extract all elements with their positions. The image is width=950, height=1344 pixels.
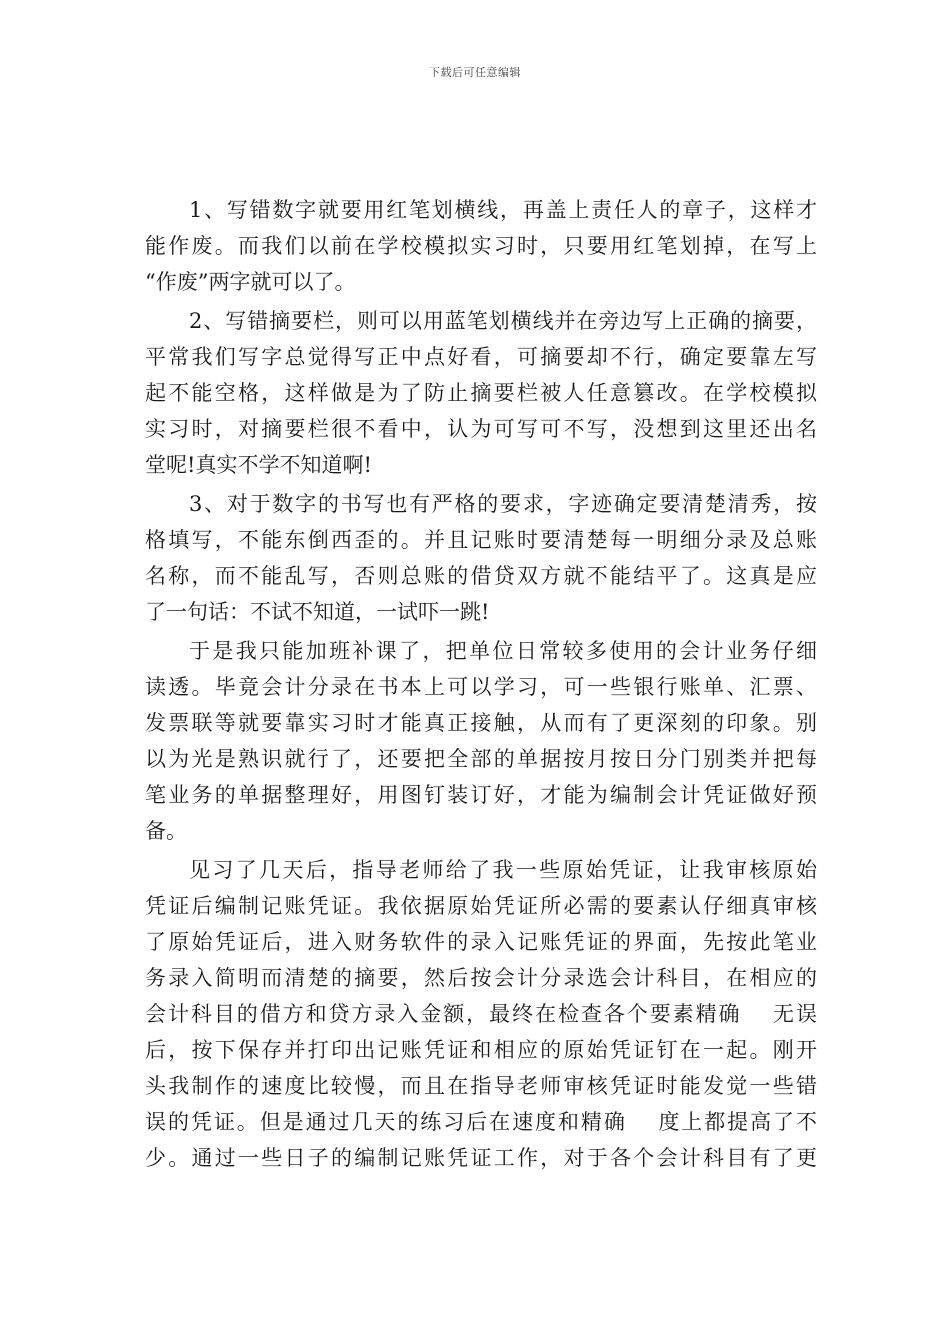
text-line: 2、写错摘要栏，则可以用蓝笔划横线并在旁边写上正确的摘要，	[189, 309, 817, 333]
text-line: 堂呢!真实不学不知道啊!	[145, 453, 372, 477]
text-line: 头我制作的速度比较慢，而且在指导老师审核凭证时能发觉一些错	[145, 1074, 817, 1098]
paragraph-3	[145, 486, 817, 630]
text-line: 少。通过一些日子的编制记账凭证工作，对于各个会计科目有了更	[145, 1146, 817, 1170]
document-body	[145, 192, 817, 1176]
paragraph-4	[145, 633, 817, 849]
text-line: 笔业务的单据整理好，用图钉装订好，才能为编制会计凭证做好预	[145, 783, 817, 807]
paragraph-1	[145, 192, 817, 300]
text-line: 格填写，不能东倒西歪的。并且记账时要清楚每一明细分录及总账	[145, 528, 817, 552]
text-line: 会计科目的借方和贷方录入金额，最终在检查各个要素精确 无误	[145, 1002, 817, 1026]
text-line: 1、写错数字就要用红笔划横线，再盖上责任人的章子，这样才	[189, 198, 817, 222]
text-line: 凭证后编制记账凭证。我依据原始凭证所必需的要素认仔细真审核	[145, 894, 817, 918]
text-line: 了原始凭证后，进入财务软件的录入记账凭证的界面，先按此笔业	[145, 930, 817, 954]
paragraph-5	[145, 852, 817, 1176]
text-line: 3、对于数字的书写也有严格的要求，字迹确定要清楚清秀，按	[189, 492, 817, 516]
text-line: 起不能空格，这样做是为了防止摘要栏被人任意篡改。在学校模拟	[145, 381, 817, 405]
text-line: “作废”两字就可以了。	[145, 270, 356, 294]
text-line: 了一句话：不试不知道，一试吓一跳!	[145, 600, 490, 624]
page-header: 下载后可任意编辑	[429, 66, 521, 79]
text-line: 能作废。而我们以前在学校模拟实习时，只要用红笔划掉，在写上	[145, 234, 817, 258]
text-line: 以为光是熟识就行了，还要把全部的单据按月按日分门别类并把每	[145, 747, 817, 771]
text-line: 平常我们写字总觉得写正中点好看，可摘要却不行，确定要靠左写	[145, 345, 817, 369]
text-line: 务录入简明而清楚的摘要，然后按会计分录选会计科目，在相应的	[145, 966, 817, 990]
text-line: 后，按下保存并打印出记账凭证和相应的原始凭证钉在一起。刚开	[145, 1038, 817, 1062]
paragraph-2	[145, 303, 817, 483]
text-line: 误的凭证。但是通过几天的练习后在速度和精确 度上都提高了不	[145, 1110, 817, 1134]
text-line: 于是我只能加班补课了，把单位日常较多使用的会计业务仔细	[189, 639, 817, 663]
text-line: 发票联等就要靠实习时才能真正接触，从而有了更深刻的印象。别	[145, 711, 817, 735]
text-line: 读透。毕竟会计分录在书本上可以学习，可一些银行账单、汇票、	[145, 675, 817, 699]
text-line: 实习时，对摘要栏很不看中，认为可写可不写，没想到这里还出名	[145, 417, 817, 441]
text-line: 名称，而不能乱写，否则总账的借贷双方就不能结平了。这真是应	[145, 564, 817, 588]
text-line: 见习了几天后，指导老师给了我一些原始凭证，让我审核原始	[189, 858, 817, 882]
text-line: 备。	[145, 819, 187, 843]
